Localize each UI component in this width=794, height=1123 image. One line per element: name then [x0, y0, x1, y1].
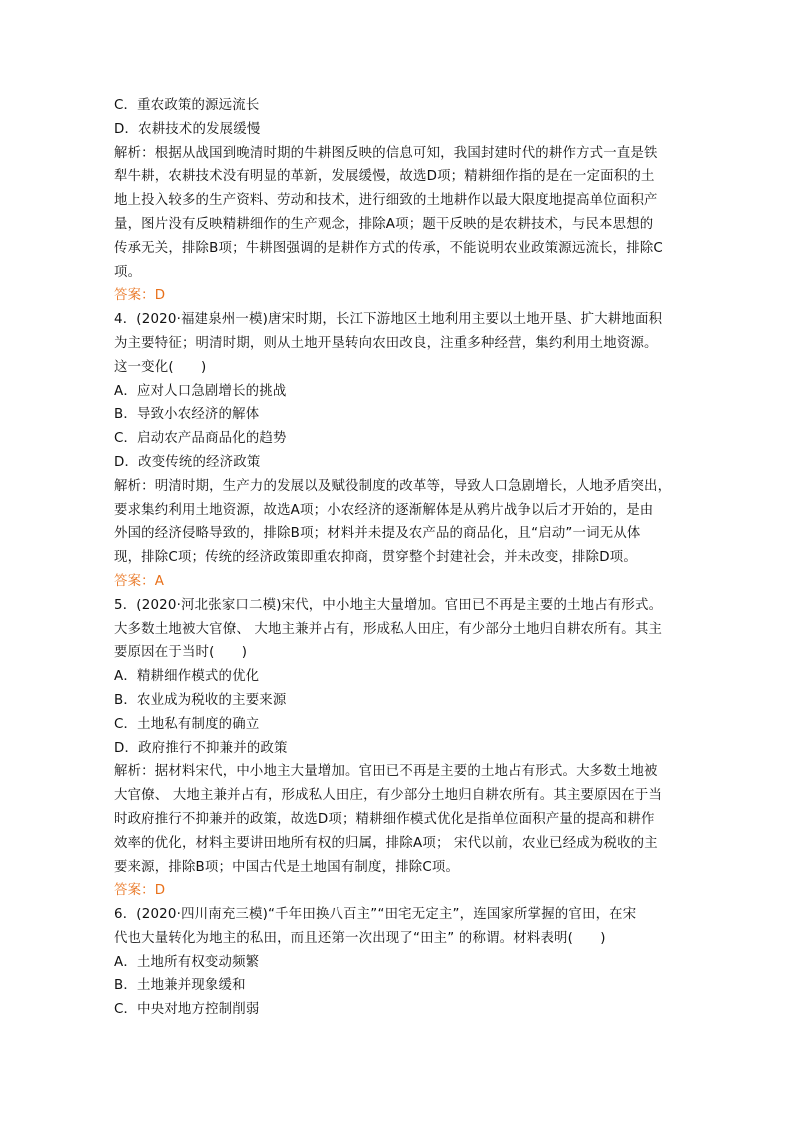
text-line: 6．(2020·四川南充三模)“千年田换八百主”“田宅无定主”，连国家所掌握的官田，在宋: [114, 907, 637, 923]
text-line: C．土地私有制度的确立: [114, 716, 260, 732]
text-line: 解析：明清时期，生产力的发展以及赋役制度的改革等，导致人口急剧增长，人地矛盾突出，: [114, 478, 672, 494]
text-line: 代也大量转化为地主的私田，而且还第一次出现了“田主” 的称谓。材料表明( ): [114, 930, 606, 946]
text-line: 大多数土地被大官僚、 大地主兼并占有，形成私人田庄，有少部分土地归自耕农所有。其主: [114, 621, 663, 637]
document-body: [114, 94, 686, 1022]
text-line: 时政府推行不抑兼并的政策，故选D项；精耕细作模式优化是指单位面积产量的提高和耕作: [114, 811, 655, 827]
text-line: 传承无关，排除B项；牛耕图强调的是耕作方式的传承，不能说明农业政策源远流长，排除C: [114, 240, 663, 256]
text-line: B．土地兼并现象缓和: [114, 978, 246, 994]
answer-line: 答案：A: [114, 573, 165, 589]
text-line: 现，排除C项；传统的经济政策即重农抑商，贯穿整个封建社会，并未改变，排除D项。: [114, 550, 637, 566]
text-line: 量，图片没有反映精耕细作的生产观念，排除A项；题干反映的是农耕技术，与民本思想的: [114, 216, 654, 232]
text-line: 大官僚、 大地主兼并占有，形成私人田庄，有少部分土地归自耕农所有。其主要原因在于当: [114, 788, 663, 804]
text-line: 解析：据材料宋代，中小地主大量增加。官田已不再是主要的土地占有形式。大多数土地被: [114, 764, 658, 780]
text-line: 外国的经济侵略导致的，排除B项；材料并未提及农产品的商品化，且“启动”一词无从体: [114, 526, 641, 542]
text-line: 4．(2020·福建泉州一模)唐宋时期，长江下游地区土地利用主要以土地开垦、扩大耕地面积: [114, 312, 663, 328]
text-line: 为主要特征；明清时期，则从土地开垦转向农田改良，注重多种经营，集约利用土地资源。: [114, 335, 658, 351]
answer-line: 答案：D: [114, 288, 166, 304]
text-line: B．导致小农经济的解体: [114, 407, 260, 423]
text-line: D．农耕技术的发展缓慢: [114, 121, 261, 137]
text-line: 5．(2020·河北张家口二模)宋代，中小地主大量增加。官田已不再是主要的土地占有形式。: [114, 597, 663, 613]
text-line: A．精耕细作模式的优化: [114, 669, 260, 685]
answer-line: 答案：D: [114, 883, 166, 899]
text-line: D．改变传统的经济政策: [114, 454, 261, 470]
text-line: 解析：根据从战国到晚清时期的牛耕图反映的信息可知，我国封建时代的耕作方式一直是铁: [114, 145, 658, 161]
text-line: 要原因在于当时( ): [114, 645, 248, 661]
text-line: C．中央对地方控制削弱: [114, 1002, 260, 1018]
text-line: 要来源，排除B项；中国古代是土地国有制度，排除C项。: [114, 859, 460, 875]
text-line: 要求集约利用土地资源，故选A项；小农经济的逐渐解体是从鸦片战争以后才开始的，是由: [114, 502, 654, 518]
text-line: C．启动农产品商品化的趋势: [114, 431, 287, 447]
text-line: A．应对人口急剧增长的挑战: [114, 383, 287, 399]
text-line: 这一变化( ): [114, 359, 207, 375]
text-line: 地上投入较多的生产资料、劳动和技术，进行细致的土地耕作以最大限度地提高单位面积产: [114, 193, 658, 209]
text-line: D．政府推行不抑兼并的政策: [114, 740, 288, 756]
text-line: C．重农政策的源远流长: [114, 98, 260, 113]
text-line: 效率的优化，材料主要讲田地所有权的归属，排除A项； 宋代以前，农业已经成为税收的主: [114, 835, 658, 851]
text-line: B．农业成为税收的主要来源: [114, 692, 287, 708]
text-line: 项。: [114, 264, 142, 280]
text-line: 犁牛耕，农耕技术没有明显的革新，发展缓慢，故选D项；精耕细作指的是在一定面积的土: [114, 169, 655, 185]
text-line: A．土地所有权变动频繁: [114, 954, 260, 970]
